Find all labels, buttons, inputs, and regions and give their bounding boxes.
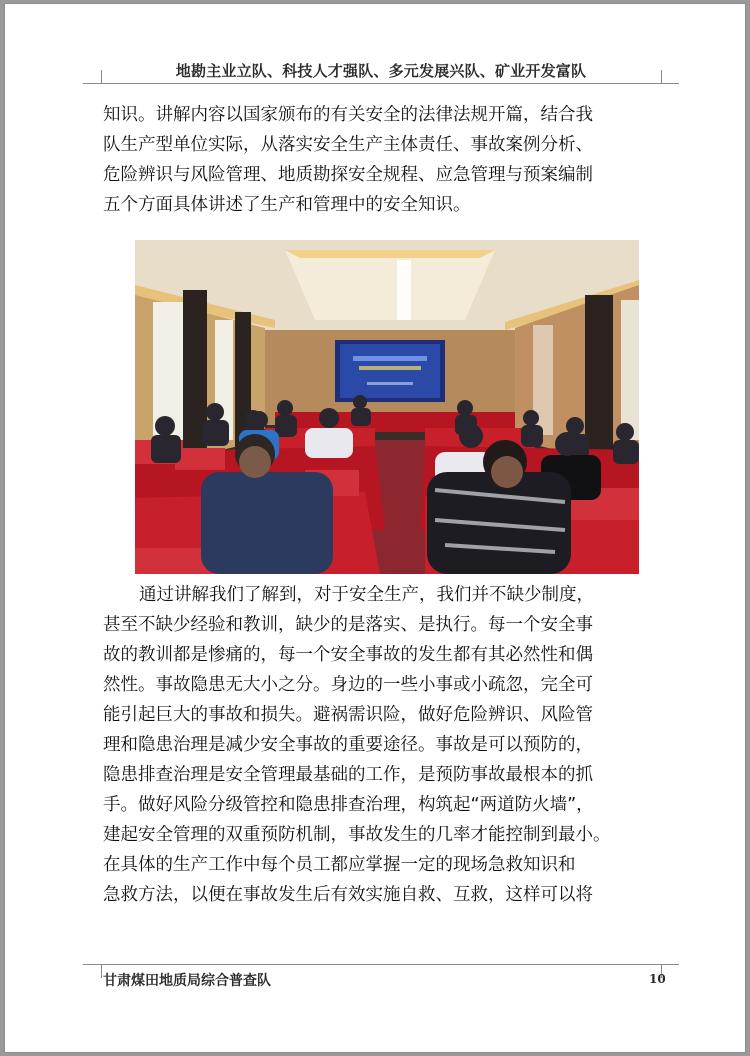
meeting-photo bbox=[135, 240, 639, 574]
crop-mark bbox=[83, 83, 101, 84]
text-line: 理和隐患治理是减少安全事故的重要途径。事故是可以预防的， bbox=[103, 735, 593, 755]
text-line: 手。做好风险分级管控和隐患排查治理，构筑起“两道防火墙”， bbox=[103, 795, 594, 815]
crop-mark bbox=[101, 70, 102, 83]
text-line: 故的教训都是惨痛的，每一个安全事故的发生都有其必然性和偶 bbox=[103, 645, 593, 665]
text-line: 通过讲解我们了解到，对于安全生产，我们并不缺少制度， bbox=[139, 585, 594, 605]
crop-mark bbox=[101, 964, 102, 978]
paragraph-1 bbox=[103, 100, 673, 220]
footer-rule bbox=[101, 964, 661, 965]
crop-mark bbox=[661, 70, 662, 83]
text-line: 五个方面具体讲述了生产和管理中的安全知识。 bbox=[103, 195, 471, 215]
header-rule bbox=[101, 83, 661, 84]
crop-mark bbox=[83, 964, 101, 965]
text-line: 然性。事故隐患无大小之分。身边的一些小事或小疏忽，完全可 bbox=[103, 675, 593, 695]
text-line: 在具体的生产工作中每个员工都应掌握一定的现场急救知识和 bbox=[103, 855, 576, 875]
crop-mark bbox=[661, 964, 679, 965]
text-line: 隐患排查治理是安全管理最基础的工作，是预防事故最根本的抓 bbox=[103, 765, 593, 785]
document-page bbox=[4, 3, 746, 1053]
text-line: 知识。讲解内容以国家颁布的有关安全的法律法规开篇，结合我 bbox=[103, 105, 593, 125]
text-line: 能引起巨大的事故和损失。避祸需识险，做好危险辨识、风险管 bbox=[103, 705, 593, 725]
footer-organization: 甘肃煤田地质局综合普查队 bbox=[103, 973, 271, 989]
text-line: 建起安全管理的双重预防机制，事故发生的几率才能控制到最小。 bbox=[103, 825, 611, 845]
running-header: 地勘主业立队、科技人才强队、多元发展兴队、矿业开发富队 bbox=[175, 62, 587, 80]
crop-mark bbox=[661, 83, 679, 84]
meeting-photo-illustration bbox=[135, 240, 639, 574]
text-line: 危险辨识与风险管理、地质勘探安全规程、应急管理与预案编制 bbox=[103, 165, 593, 185]
text-line: 急救方法，以便在事故发生后有效实施自救、互救，这样可以将 bbox=[103, 885, 593, 905]
text-line: 队生产型单位实际，从落实安全生产主体责任、事故案例分析、 bbox=[103, 135, 593, 155]
paragraph-2 bbox=[103, 580, 673, 910]
page-number: 10 bbox=[649, 972, 666, 986]
text-line: 甚至不缺少经验和教训，缺少的是落实、是执行。每一个安全事 bbox=[103, 615, 593, 635]
